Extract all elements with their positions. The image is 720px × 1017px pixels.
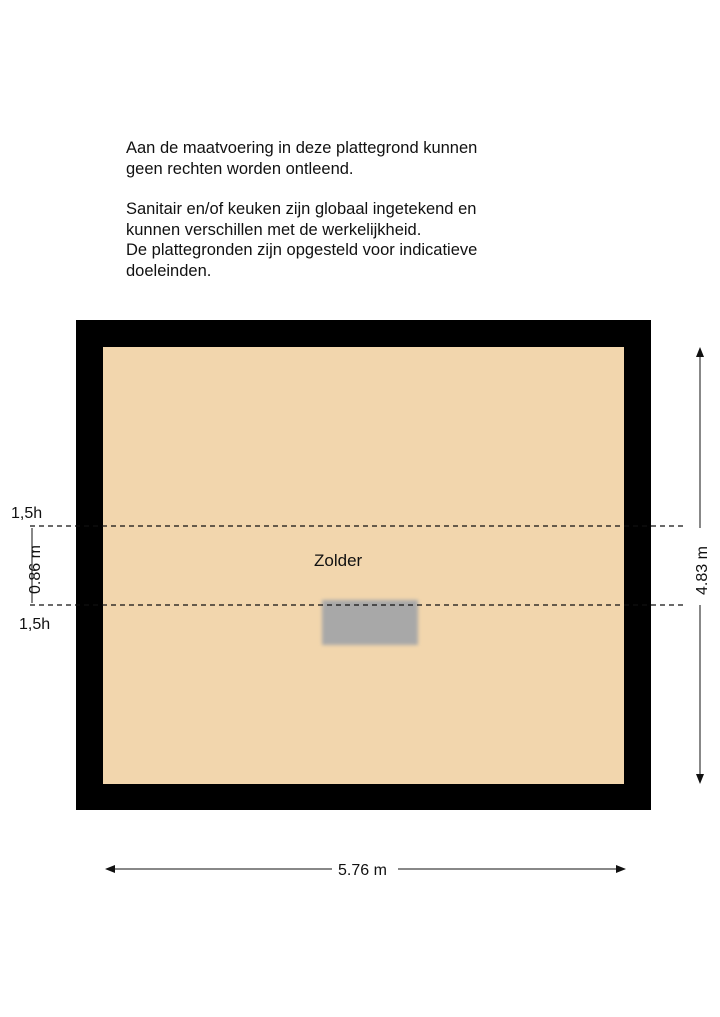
disclaimer-line: geen rechten worden ontleend. [126, 159, 354, 178]
floor-area [103, 347, 624, 784]
room-label: Zolder [314, 551, 363, 570]
height-dimension-label: 4.83 m [694, 546, 711, 595]
attic-hatch [322, 600, 418, 645]
disclaimer-line: kunnen verschillen met de werkelijkheid. [126, 220, 422, 239]
disclaimer-line: doeleinden. [126, 261, 212, 280]
disclaimer-line: Sanitair en/of keuken zijn globaal ingetekend en [126, 200, 477, 218]
height-line-bottom-label: 1,5h [19, 616, 51, 633]
height-line-top-label: 1,5h [11, 505, 43, 522]
disclaimer-line: Aan de maatvoering in deze plattegrond kunnen [126, 139, 478, 157]
width-dimension-label: 5.76 m [338, 862, 387, 879]
height-band-label: 0.86 m [27, 545, 44, 594]
disclaimer-line: De plattegronden zijn opgesteld voor indicatieve [126, 241, 478, 259]
